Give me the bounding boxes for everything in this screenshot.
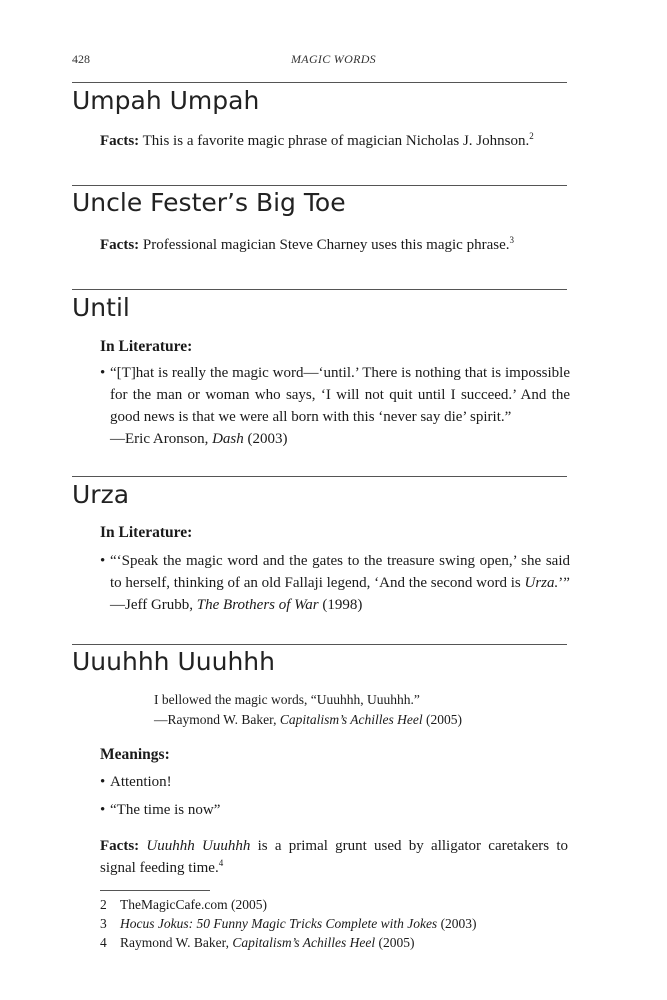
meaning-item: • “The time is now” [100, 799, 570, 821]
section-rule [72, 644, 567, 645]
entry-facts [100, 130, 570, 152]
quote-text: “[T]hat is really the magic word—‘until.’ There is nothing that is impossible for the man or woman who says, ‘I will not quit until I succeed.’ And the good news is that we were all born with this ‘never say die’ spirit.” [110, 365, 570, 425]
facts-text: is a primal grunt used by alligator caretakers to signal feeding time. [100, 838, 568, 876]
facts-label: Facts: [100, 237, 140, 253]
entry-heading: Umpah Umpah [72, 86, 260, 115]
entry-heading: Uncle Fester’s Big Toe [72, 188, 346, 217]
bullet-icon: • [100, 774, 106, 790]
literature-item [100, 550, 570, 616]
entry-heading: Uuuhhh Uuuhhh [72, 647, 275, 676]
epigraph-attribution: —Raymond W. Baker, Capitalism’s Achilles Heel (2005) [154, 712, 462, 727]
footnote-ref: 4 [218, 858, 224, 868]
section-rule [72, 82, 567, 83]
footnote: 4 Raymond W. Baker, Capitalism’s Achilles Heel (2005) [100, 935, 415, 950]
epigraph [154, 690, 574, 730]
section-label: In Literature: [100, 338, 193, 355]
literature-item [100, 362, 570, 450]
bullet-icon: • [100, 365, 106, 381]
facts-text: This is a favorite magic phrase of magician Nicholas J. Johnson. [142, 133, 530, 149]
section-rule [72, 476, 567, 477]
bullet-icon: • [100, 553, 106, 569]
attribution: —Jeff Grubb, The Brothers of War (1998) [110, 597, 363, 613]
bullet-icon: • [100, 802, 106, 818]
attribution: —Eric Aronson, Dash (2003) [110, 431, 288, 447]
entry-facts [100, 234, 570, 256]
entry-heading: Until [72, 293, 130, 322]
section-rule [72, 289, 567, 290]
footnote-ref: 2 [529, 131, 534, 141]
facts-label: Facts: [100, 838, 140, 854]
running-title: MAGIC WORDS [291, 52, 376, 66]
epigraph-text: I bellowed the magic words, “Uuuhhh, Uuuhhh.” [154, 692, 420, 707]
section-label: Meanings: [100, 746, 170, 763]
facts-term: Uuuhhh Uuuhhh [146, 838, 251, 854]
meaning-item: • Attention! [100, 771, 570, 793]
footnote: 2 TheMagicCafe.com (2005) [100, 897, 267, 912]
page-number: 428 [72, 52, 90, 66]
entry-facts [100, 835, 568, 879]
quote-text: “‘Speak the magic word and the gates to the treasure swing open,’ she said to herself, thinking of an old Fallaji legend, ‘And the second word is Urza.’” [110, 553, 570, 591]
footnote-ref: 3 [509, 235, 514, 245]
section-label: In Literature: [100, 524, 193, 541]
footnote-rule [100, 890, 210, 891]
facts-text: Professional magician Steve Charney uses this magic phrase. [142, 237, 510, 253]
entry-heading: Urza [72, 480, 130, 509]
footnote: 3 Hocus Jokus: 50 Funny Magic Tricks Complete with Jokes (2003) [100, 916, 477, 931]
section-rule [72, 185, 567, 186]
facts-label: Facts: [100, 133, 140, 149]
